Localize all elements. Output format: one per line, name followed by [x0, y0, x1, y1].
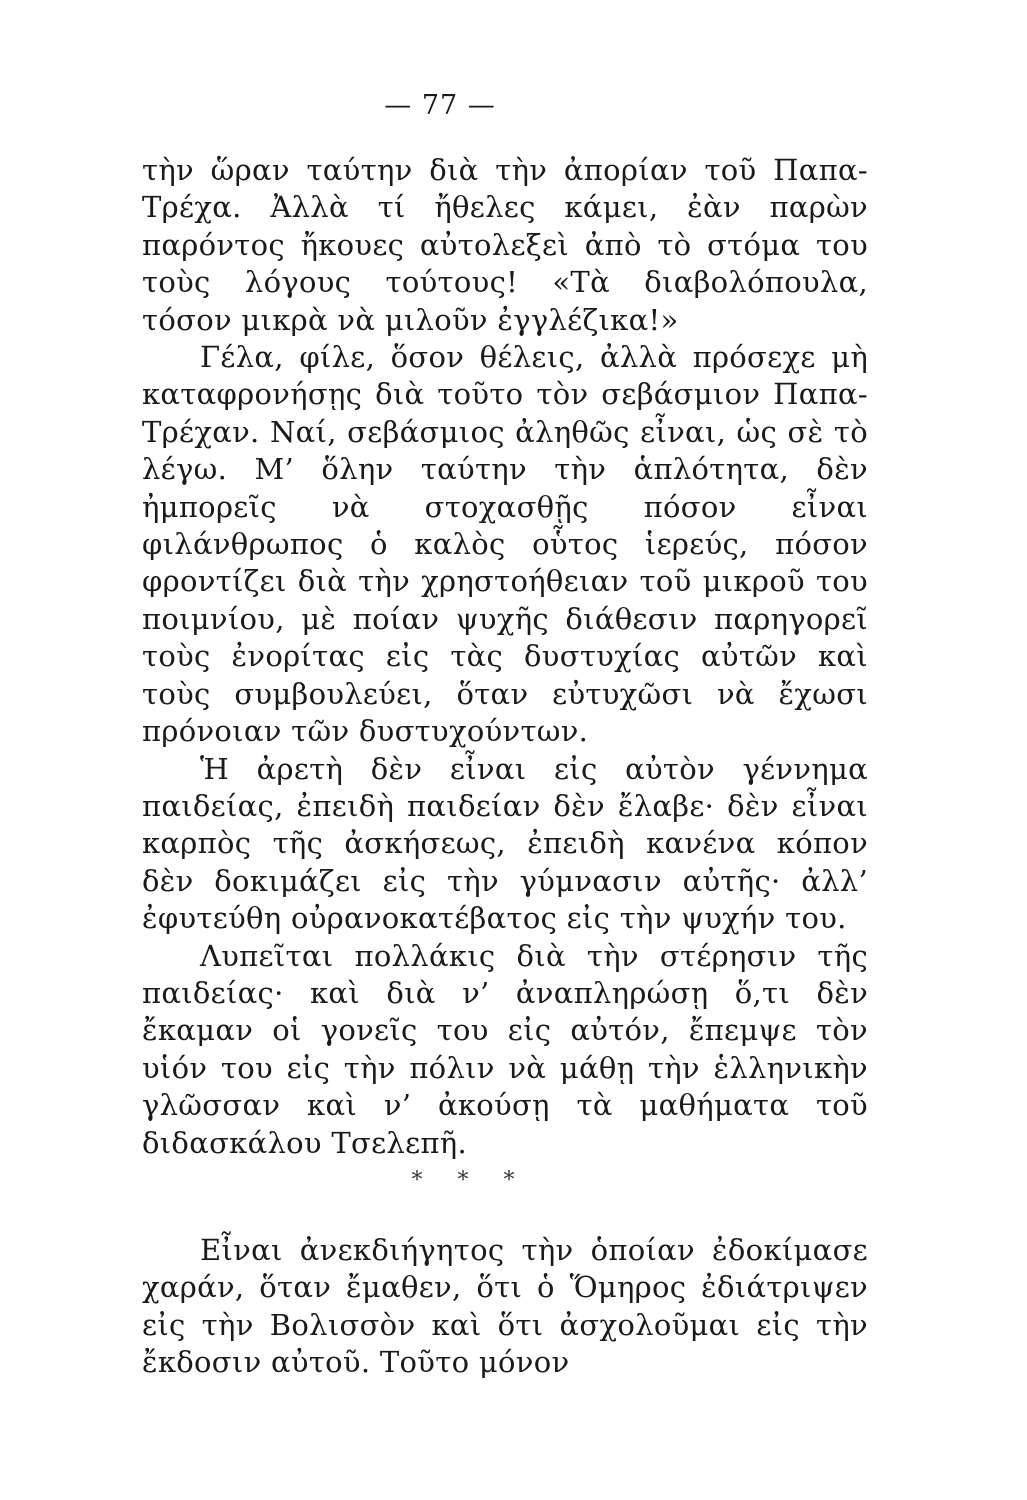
page-number: — 77 —: [384, 90, 496, 121]
paragraph-son: Λυπεῖται πολλάκις διὰ τὴν στέρησιν τῆς παιδείας· καὶ διὰ ν’ ἀναπληρώσῃ ὅ,τι δὲν ἔκαμαν οἱ γονεῖς του εἰς αὐτόν, ἔπεμψε τὸν υἱόν του εἰς τὴν πόλιν νὰ μάθῃ τὴν ἑλληνικὴν γλῶσσαν καὶ ν’ ἀκούσῃ τὰ μαθήματα τοῦ διδασκάλου Τσελεπῆ.: [142, 938, 868, 1160]
paragraph-homer: Εἶναι ἀνεκδιήγητος τὴν ὁποίαν ἐδοκίμασε χαράν, ὅταν ἔμαθεν, ὅτι ὁ Ὅμηρος ἐδιάτριψεν εἰς τὴν Βολισσὸν καὶ ὅτι ἀσχολοῦμαι εἰς τὴν ἔκδοσιν αὐτοῦ. Τοῦτο μόνον: [142, 1233, 868, 1380]
section-text: [142, 1232, 868, 1382]
paragraph-virtue: Ἡ ἀρετὴ δὲν εἶναι εἰς αὐτὸν γέννημα παιδείας, ἐπειδὴ παιδείαν δὲν ἔλαβε· δὲν εἶναι καρπὸς τῆς ἀσκήσεως, ἐπειδὴ κανένα κόπον δὲν δοκιμάζει εἰς τὴν γύμνασιν αὐτῆς· ἀλλ’ ἐφυτεύθη οὐρανοκατέβατος εἰς τὴν ψυχήν του.: [142, 751, 868, 936]
section-separator: * * *: [411, 1168, 529, 1193]
paragraph-continuation: τὴν ὥραν ταύτην διὰ τὴν ἀπορίαν τοῦ Παπα-Τρέχα. Ἀλλὰ τί ἤθελες κάμει, ἐὰν παρὼν παρόντος ἤκουες αὐτολεξεὶ ἀπὸ τὸ στόμα του τοὺς λόγους τούτους! «Τὰ διαβολόπουλα, τόσον μικρὰ νὰ μιλοῦν ἐγγλέζικα!»: [142, 153, 868, 337]
main-text: [142, 152, 868, 1162]
paragraph-papa-trechas: Γέλα, φίλε, ὅσον θέλεις, ἀλλὰ πρόσεχε μὴ καταφρονήσῃς διὰ τοῦτο τὸν σεβάσμιον Παπα-Τρέχαν. Ναί, σεβάσμιος ἀληθῶς εἶναι, ὡς σὲ τὸ λέγω. Μ’ ὅλην ταύτην τὴν ἁπλότητα, δὲν ἠμπορεῖς νὰ στοχασθῇς πόσον εἶναι φιλάνθρωπος ὁ καλὸς οὗτος ἱερεύς, πόσον φροντίζει διὰ τὴν χρηστοήθειαν τοῦ μικροῦ του ποιμνίου, μὲ ποίαν ψυχῆς διάθεσιν παρηγορεῖ τοὺς ἐνορίτας εἰς τὰς δυστυχίας αὐτῶν καὶ τοὺς συμβουλεύει, ὅταν εὐτυχῶσι νὰ ἔχωσι πρόνοιαν τῶν δυστυχούντων.: [142, 340, 868, 749]
